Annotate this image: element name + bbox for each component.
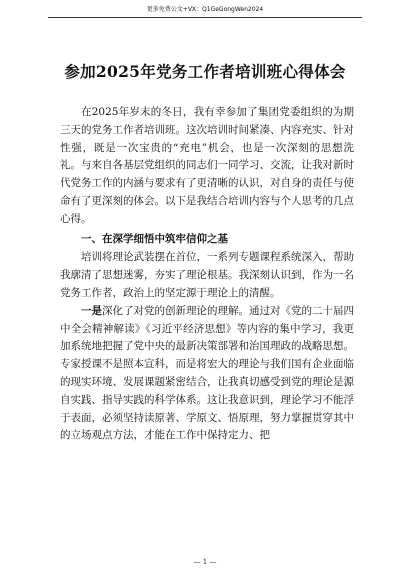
section-paragraph: 培训将理论武装摆在首位，一系列专题课程系统深入，帮助我廓清了思想迷雾，夯实了理论根基。我深刻认识到，作为一名党务工作者，政治上的坚定源于理论上的清醒。	[60, 251, 354, 299]
intro-paragraph: 在2025年岁末的冬日，我有幸参加了集团党委组织的为期三天的党务工作者培训班。这次培训时间紧凑、内容充实、针对性强，既是一次宝贵的“充电”机会，也是一次深刻的思想洗礼。与来自各基层党组织的同志们一同学习、交流，让我对新时代党务工作的内涵与要求有了更清晰的认识，对自身的责任与使命有了更深刻的体会。以下是我结合培训内容与个人思考的几点心得。	[60, 106, 354, 225]
page-number: — 1 —	[193, 558, 217, 566]
point-text: 深化了对党的创新理论的理解。通过对《党的二十届四中全会精神解读》《习近平经济思想》等内容的集中学习，我更加系统地把握了党中央的最新决策部署和治国理政的战略思想。专家授课不是照本宣科，而是将宏大的理论与我们国有企业面临的现实环境、发展课题紧密结合，让我真切感受到党的理论是源自实践、指导实践的科学体系。这让我意识到，理论学习不能浮于表面，必须坚持读原著、学原文、悟原理，努力掌握贯穿其中的立场观点方法，才能在工作中保持定力、把	[60, 304, 354, 442]
section-heading: 一、在深学细悟中筑牢信仰之基	[81, 232, 228, 245]
point-lead: 一是	[81, 304, 102, 317]
header-note: 更多免费公文+VX：Q1GeGongWen2024	[146, 6, 264, 13]
header-divider	[48, 17, 362, 18]
document-title: 参加2025年党务工作者培训班心得体会	[64, 62, 346, 81]
document-body	[60, 104, 354, 445]
section-paragraph-point	[60, 303, 354, 445]
